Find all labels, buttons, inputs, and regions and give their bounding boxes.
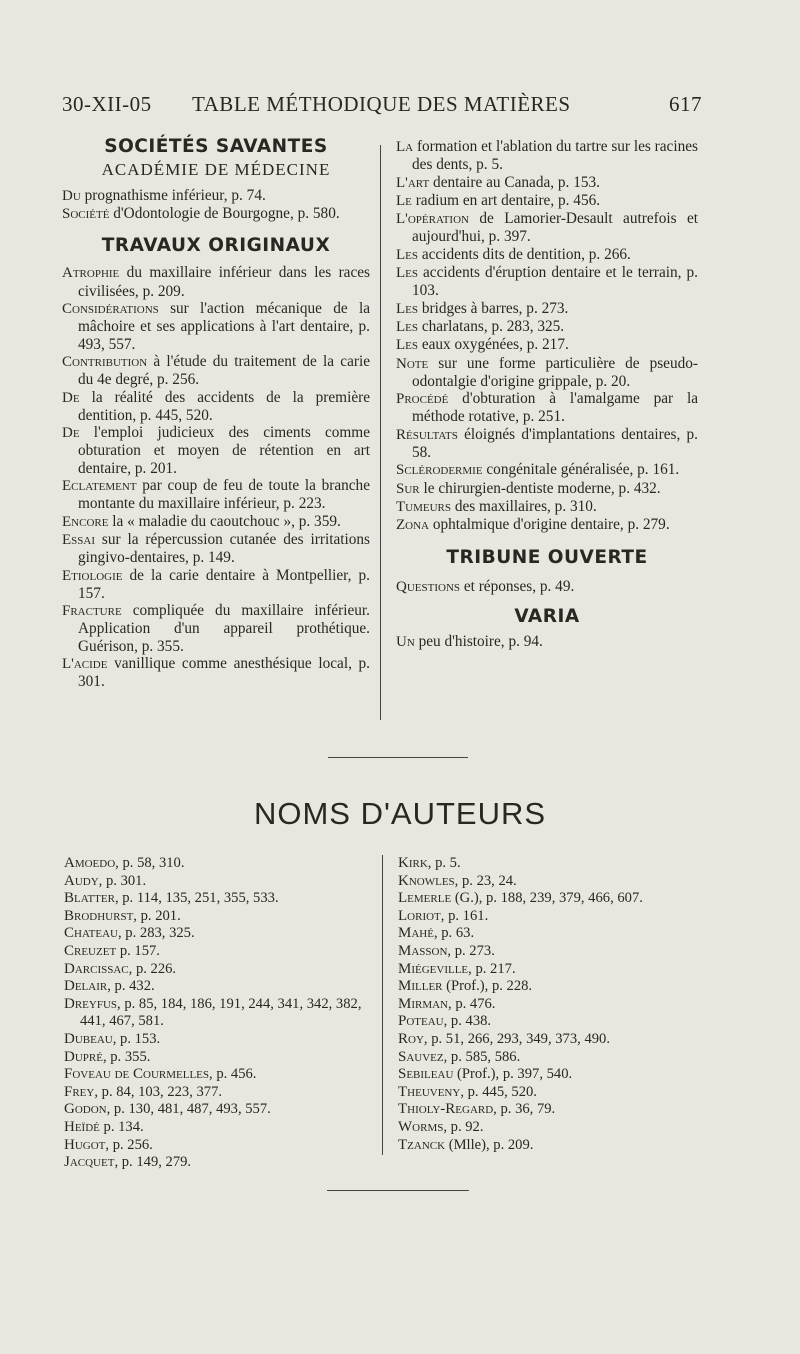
entry-text: sur la répercussion cutanée des irritations gingivo-dentaires, p. 149. [78,530,370,567]
entry-text: , p. 85, 184, 186, 191, 244, 341, 342, 382, 441, 467, 581. [80,995,362,1030]
author-entry [398,1031,718,1049]
entry-text: , p. 161. [440,907,489,924]
author-entry [64,1031,384,1049]
entry-lead: Zona [396,517,429,534]
entry-text: formation et l'ablation du tartre sur les racines des dents, p. 5. [412,138,698,174]
entry-text: la « maladie du caoutchouc », p. 359. [108,512,341,530]
author-entry [64,908,384,926]
page-header [62,92,702,126]
entry-text: , p. 5. [427,855,461,871]
entry-lead: Procédé [396,391,449,408]
entry-text: , p. 256. [105,1136,153,1153]
entry-lead: Mirman [398,995,449,1012]
author-entry [64,925,384,943]
societes-entry-list [62,187,370,224]
author-entry [64,961,384,979]
entry-lead: Amoedo [64,855,116,871]
entry-lead: Encore [62,513,109,530]
author-entry [398,978,718,996]
index-entry [396,174,698,192]
entry-text: et réponses, p. 49. [460,577,575,595]
index-entry [396,426,698,462]
index-entry [62,300,370,353]
entry-text: (Prof.), p. 228. [442,978,533,995]
entry-lead: Brodhurst [64,907,134,924]
index-entry [62,389,370,425]
author-entry [64,1049,384,1067]
entry-text: , p. 273. [447,942,495,959]
entry-text: , p. 301. [98,872,147,889]
entry-text: (Mlle), p. 209. [445,1136,534,1153]
entry-lead: Considérations [62,301,159,318]
entry-text: p. 157. [116,942,160,959]
entry-text: , p. 130, 481, 487, 493, 557. [106,1101,271,1118]
authors-title: NOMS D'AUTEURS [253,796,547,831]
entry-text: à l'étude du traitement de la carie du 4e degré, p. 256. [78,352,370,389]
entry-lead: Hugot [64,1136,106,1153]
entry-lead: Essai [62,531,96,548]
authors-right-column [398,855,718,1154]
index-entry [396,516,698,534]
author-entry [64,1154,384,1172]
entry-text: compliquée du maxillaire inférieur. Application d'un appareil prothétique. Guérison, p. 355. [78,602,370,655]
entry-lead: Dubeau [64,1030,113,1047]
index-entry [396,300,698,318]
entry-text: peu d'histoire, p. 94. [414,633,543,651]
index-entry [396,138,698,174]
entry-text: , p. 23, 24. [454,872,517,889]
entry-lead: Les [396,265,418,282]
entry-lead: Résultats [396,426,458,443]
index-entry [62,205,370,223]
entry-lead: Atrophie [62,265,120,282]
entry-text: accidents d'éruption dentaire et le terrain, p. 103. [412,264,698,300]
author-entry [64,1084,384,1102]
authors-left-column [64,855,384,1172]
entry-lead: Mahé [398,925,434,942]
entry-text: par coup de feu de toute la branche montante du maxillaire inférieur, p. 223. [78,477,370,513]
entry-lead: Tumeurs [396,498,452,515]
index-entry [396,336,698,354]
author-entry [398,873,718,891]
entry-text: éloignés d'implantations dentaires, p. 58. [412,425,698,462]
index-entry [62,424,370,477]
entry-lead: Foveau de Courmelles [64,1066,210,1083]
author-entry [398,890,718,908]
index-entry [62,353,370,389]
entry-text: , p. 114, 135, 251, 355, 533. [114,890,279,907]
index-entry [62,655,370,691]
section-title-societes: SOCIÉTÉS SAVANTES [104,136,328,157]
entry-text: , p. 63. [433,925,475,942]
entry-lead: Frey [64,1083,95,1100]
entry-lead: L'art [396,174,430,191]
entry-text: vanillique comme anesthésique local, p. 301. [78,655,370,691]
tribune-entry [396,578,698,596]
author-entry [64,855,384,873]
entry-lead: Theuveny [398,1083,461,1100]
entry-text: , p. 92. [443,1118,484,1135]
entry-lead: Etiologie [62,567,123,584]
entry-text: eaux oxygénées, p. 217. [418,336,569,354]
entry-lead: Chateau [64,925,118,942]
author-entry [398,1084,718,1102]
entry-text: , p. 36, 79. [493,1101,556,1118]
entry-lead: Miller [398,978,443,995]
author-entry [64,1101,384,1119]
entry-lead: Société [62,205,110,222]
entry-lead: Sauvez [398,1048,444,1065]
entry-text: , p. 201. [133,907,181,924]
author-entry [398,925,718,943]
entry-lead: Blatter [64,890,115,907]
travaux-entry-list-continued [396,138,698,535]
entry-lead: Jacquet [64,1154,115,1171]
entry-lead: Darcissac [64,960,129,977]
author-entry [64,1137,384,1155]
entry-text: d'obturation à l'amalgame par la méthode rotative, p. 251. [412,390,698,426]
entry-lead: Contribution [62,353,148,370]
entry-lead: Sur [396,480,420,497]
entry-lead: Dreyfus [64,995,118,1012]
entry-text: , p. 476. [448,995,496,1012]
entry-lead: Loriot [398,907,441,924]
entry-text: charlatans, p. 283, 325. [418,317,565,335]
index-entry [396,192,698,210]
index-entry [396,264,698,300]
entry-lead: Du [62,187,81,204]
section-subtitle-academie: ACADÉMIE DE MÉDECINE [101,160,331,180]
author-entry [398,996,718,1014]
header-date: 30-XII-05 [62,92,152,116]
author-entry [398,908,718,926]
entry-lead: Eclatement [62,478,137,495]
entry-lead: Fracture [62,603,122,620]
author-entry [64,1119,384,1137]
entry-lead: Le [396,192,412,209]
entry-text: , p. 355. [102,1048,151,1065]
entry-lead: Les [396,337,418,354]
author-entry [398,1049,718,1067]
entry-text: ophtalmique d'origine dentaire, p. 279. [429,516,670,534]
entry-text: , p. 84, 103, 223, 377. [94,1083,223,1100]
entry-text: l'emploi judicieux des ciments comme obturation et moyen de rétention en art dentaire, p. 201. [78,424,370,477]
entry-text: , p. 456. [209,1066,257,1083]
entry-text: , p. 217. [468,960,516,977]
entry-lead: Les [396,300,418,317]
index-entry [62,477,370,513]
entry-lead: Sebileau [398,1066,454,1083]
entry-lead: Lemerle [398,890,452,907]
index-entry [396,390,698,426]
entry-text: des maxillaires, p. 310. [451,497,597,515]
entry-text: , p. 283, 325. [118,925,195,942]
author-entry [64,996,384,1031]
entry-text: , p. 585, 586. [443,1048,521,1065]
author-entry [398,1137,718,1155]
entry-text: la réalité des accidents de la première dentition, p. 445, 520. [78,388,370,424]
entry-text: sur une forme particulière de pseudo-odontalgie d'origine grippale, p. 20. [412,354,698,390]
author-entry [64,978,384,996]
author-entry [64,1066,384,1084]
index-entry [62,531,370,567]
section-divider-bottom [327,1190,469,1191]
right-column [396,138,698,652]
entry-lead: L'acide [62,656,108,673]
index-entry [62,264,370,300]
entry-text: congénitale généralisée, p. 161. [482,461,680,479]
entry-lead: Worms [398,1118,444,1135]
entry-text: d'Odontologie de Bourgogne, p. 580. [109,204,340,222]
entry-lead: Roy [398,1030,424,1047]
entry-text: , p. 226. [128,960,177,977]
entry-lead: Heïdé [64,1118,100,1135]
author-entry [398,1066,718,1084]
entry-lead: Dupré [64,1048,103,1065]
entry-text: radium en art dentaire, p. 456. [411,191,601,209]
entry-text: p. 134. [99,1118,144,1135]
entry-text: , p. 432. [107,978,155,995]
entry-lead: Kirk [398,855,428,871]
entry-text: de Lamorier-Desault autrefois et aujourd'hui, p. 397. [412,210,698,246]
index-entry [396,355,698,391]
author-entry [64,943,384,961]
entry-lead: Thioly-Regard [398,1101,494,1118]
entry-lead: De [62,425,80,442]
author-entry [398,943,718,961]
entry-lead: Delair [64,978,108,995]
entry-lead: Audy [64,872,99,889]
entry-lead: Sclérodermie [396,462,483,479]
entry-lead: Knowles [398,872,455,889]
entry-lead: Questions [396,578,461,595]
entry-lead: L'opération [396,211,469,228]
index-entry [396,246,698,264]
entry-lead: Note [396,355,429,372]
author-entry [398,1119,718,1137]
entry-text: , p. 438. [443,1013,492,1030]
entry-lead: Poteau [398,1013,444,1030]
entry-text: dentaire au Canada, p. 153. [429,173,600,191]
section-title-travaux: TRAVAUX ORIGINAUX [101,235,331,257]
index-entry [62,567,370,603]
entry-text: bridges à barres, p. 273. [418,299,569,317]
entry-lead: Un [396,634,415,651]
author-entry [398,961,718,979]
index-entry [396,498,698,516]
index-entry [396,480,698,498]
entry-text: , p. 153. [112,1030,161,1047]
index-entry [62,513,370,531]
author-entry [64,890,384,908]
entry-lead: Miégeville [398,960,469,977]
entry-text: sur l'action mécanique de la mâchoire et ses applications à l'art dentaire, p. 493, 557. [78,300,370,353]
entry-text: , p. 51, 266, 293, 349, 373, 490. [423,1030,610,1047]
entry-lead: Les [396,246,418,263]
entry-text: le chirurgien-dentiste moderne, p. 432. [419,479,661,497]
author-entry [398,1013,718,1031]
index-entry [62,187,370,205]
entry-text: , p. 445, 520. [460,1083,537,1100]
entry-text: (G.), p. 188, 239, 379, 466, 607. [451,890,643,907]
index-entry [396,210,698,246]
index-entry [396,318,698,336]
index-entry [62,602,370,655]
column-divider [380,145,381,720]
entry-lead: Godon [64,1101,107,1118]
author-entry [64,873,384,891]
entry-lead: Les [396,318,418,335]
varia-entry [396,633,698,651]
section-title-varia: VARIA [514,606,580,628]
page-number: 617 [669,92,702,116]
header-title: TABLE MÉTHODIQUE DES MATIÈRES [192,92,571,116]
left-column [62,138,370,691]
section-divider-top [328,757,468,758]
section-title-tribune: TRIBUNE OUVERTE [446,546,648,568]
index-entry [396,461,698,479]
entry-lead: La [396,139,414,155]
entry-lead: Creuzet [64,942,117,959]
entry-lead: De [62,389,80,406]
travaux-entry-list [62,264,370,690]
entry-text: , p. 149, 279. [114,1154,192,1171]
entry-lead: Masson [398,942,448,959]
entry-text: , p. 58, 310. [115,855,185,871]
entry-text: de la carie dentaire à Montpellier, p. 157. [78,566,370,602]
entry-lead: Tzanck [398,1136,446,1153]
author-entry [398,855,718,873]
entry-text: prognathisme inférieur, p. 74. [80,186,266,204]
entry-text: du maxillaire inférieur dans les races civilisées, p. 209. [78,264,370,300]
entry-text: accidents dits de dentition, p. 266. [418,245,631,263]
entry-text: (Prof.), p. 397, 540. [453,1066,573,1083]
author-entry [398,1101,718,1119]
